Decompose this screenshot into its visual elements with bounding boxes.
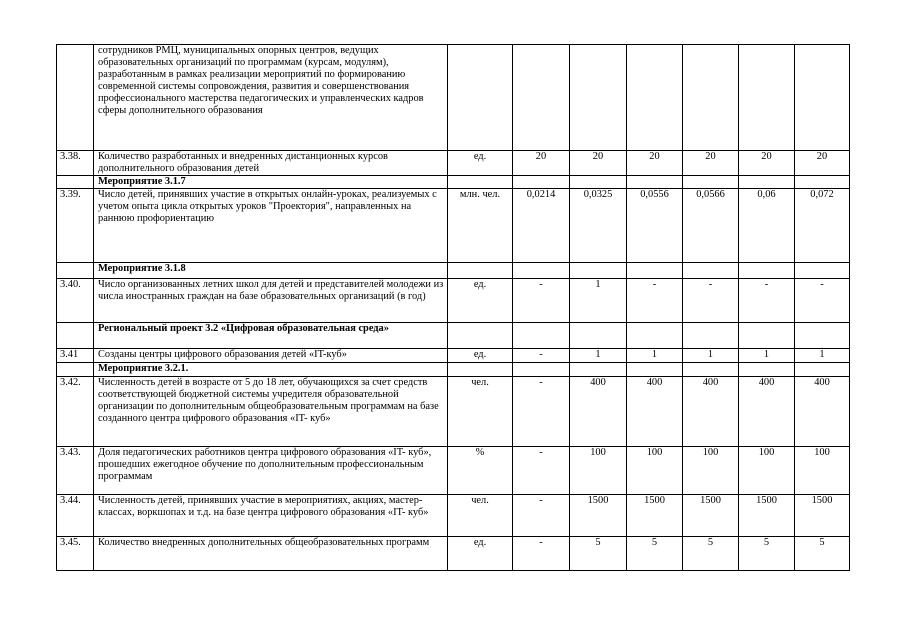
row-number: 3.39. [57, 189, 94, 263]
empty-cell [627, 323, 683, 349]
unit-cell: млн. чел. [448, 189, 513, 263]
empty-cell [448, 176, 513, 189]
indicator-name: Численность детей, принявших участие в мероприятиях, акциях, мастер-классах, воркшопах и т.д. на базе центра цифрового образования «IT- куб» [94, 495, 448, 537]
indicator-name: сотрудников РМЦ, муниципальных опорных центров, ведущих образовательных организаций по программам (курсам, модулям), разработанным в рамках реализации мероприятий по формированию современной системы сопровождения, развития и совершенствования профессионального мастерства педагогических и управленческих кадров сферы дополнительного образования [94, 45, 448, 151]
value-cell: 0,0556 [627, 189, 683, 263]
row-number: 3.41 [57, 349, 94, 363]
value-cell: 20 [570, 151, 627, 176]
value-cell: 100 [795, 447, 850, 495]
value-cell: 1500 [627, 495, 683, 537]
value-cell: 0,06 [739, 189, 795, 263]
value-cell: 400 [627, 377, 683, 447]
empty-cell [513, 263, 570, 279]
empty-cell [448, 323, 513, 349]
value-cell: - [513, 495, 570, 537]
indicator-name: Численность детей в возрасте от 5 до 18 лет, обучающихся за счет средств соответствующей бюджетной системы учредителя образовательной организации по дополнительным общеобразовательным программам на базе созданного центра цифрового образования «IT- куб» [94, 377, 448, 447]
value-cell: 5 [739, 537, 795, 571]
value-cell: 100 [627, 447, 683, 495]
value-cell: - [513, 537, 570, 571]
value-cell: 0,0566 [683, 189, 739, 263]
indicator-name: Число организованных летних школ для детей и представителей молодежи из числа иностранных граждан на базе образовательных организаций (в год) [94, 279, 448, 323]
table-row [57, 377, 850, 447]
value-cell: 400 [683, 377, 739, 447]
empty-cell [683, 176, 739, 189]
value-cell: 100 [570, 447, 627, 495]
table-body [57, 45, 850, 571]
empty-cell [739, 323, 795, 349]
value-cell: - [513, 447, 570, 495]
value-cell: 1500 [739, 495, 795, 537]
empty-cell [795, 363, 850, 377]
empty-cell [627, 363, 683, 377]
section-heading-row [57, 176, 850, 189]
value-cell [795, 45, 850, 151]
row-number: 3.42. [57, 377, 94, 447]
empty-cell [448, 363, 513, 377]
value-cell: - [627, 279, 683, 323]
empty-cell [513, 323, 570, 349]
value-cell: 100 [683, 447, 739, 495]
value-cell: 0,0214 [513, 189, 570, 263]
unit-cell: ед. [448, 349, 513, 363]
value-cell: - [513, 349, 570, 363]
row-number [57, 45, 94, 151]
empty-cell [570, 323, 627, 349]
value-cell: 1500 [683, 495, 739, 537]
value-cell: 1 [795, 349, 850, 363]
empty-cell [683, 323, 739, 349]
section-heading: Мероприятие 3.1.7 [94, 176, 448, 189]
unit-cell: чел. [448, 377, 513, 447]
empty-cell [739, 263, 795, 279]
section-heading: Региональный проект 3.2 «Цифровая образовательная среда» [94, 323, 448, 349]
value-cell: 400 [795, 377, 850, 447]
value-cell [513, 45, 570, 151]
value-cell: 1 [627, 349, 683, 363]
value-cell: 20 [739, 151, 795, 176]
table-row [57, 349, 850, 363]
unit-cell: ед. [448, 537, 513, 571]
section-heading: Мероприятие 3.2.1. [94, 363, 448, 377]
empty-cell [795, 176, 850, 189]
value-cell: - [795, 279, 850, 323]
row-number: 3.44. [57, 495, 94, 537]
value-cell [570, 45, 627, 151]
empty-cell [627, 263, 683, 279]
value-cell: 1 [570, 349, 627, 363]
value-cell: 0,072 [795, 189, 850, 263]
table-row [57, 447, 850, 495]
value-cell: 20 [513, 151, 570, 176]
table-row [57, 279, 850, 323]
value-cell: 5 [795, 537, 850, 571]
value-cell [683, 45, 739, 151]
unit-cell: чел. [448, 495, 513, 537]
empty-cell [795, 323, 850, 349]
indicator-name: Количество разработанных и внедренных дистанционных курсов дополнительного образования детей [94, 151, 448, 176]
value-cell: 20 [795, 151, 850, 176]
empty-cell [683, 263, 739, 279]
row-number-cell [57, 176, 94, 189]
indicators-table [56, 44, 850, 571]
row-number-cell [57, 323, 94, 349]
table-row [57, 151, 850, 176]
value-cell: 1 [570, 279, 627, 323]
value-cell: 1500 [570, 495, 627, 537]
empty-cell [513, 363, 570, 377]
value-cell: 100 [739, 447, 795, 495]
section-heading-row [57, 323, 850, 349]
value-cell: 400 [570, 377, 627, 447]
section-heading-row [57, 263, 850, 279]
empty-cell [570, 263, 627, 279]
unit-cell: ед. [448, 151, 513, 176]
value-cell: - [513, 377, 570, 447]
value-cell: 5 [683, 537, 739, 571]
value-cell: - [739, 279, 795, 323]
section-heading-row [57, 363, 850, 377]
value-cell: 1 [683, 349, 739, 363]
row-number: 3.40. [57, 279, 94, 323]
row-number-cell [57, 263, 94, 279]
value-cell: 20 [683, 151, 739, 176]
table-row [57, 537, 850, 571]
indicator-name: Число детей, принявших участие в открытых онлайн-уроках, реализуемых с учетом опыта цикла открытых уроков "Проектория", направленных на раннюю профориентацию [94, 189, 448, 263]
value-cell: 20 [627, 151, 683, 176]
unit-cell: % [448, 447, 513, 495]
section-heading: Мероприятие 3.1.8 [94, 263, 448, 279]
row-number-cell [57, 363, 94, 377]
indicator-name: Созданы центры цифрового образования детей «IT-куб» [94, 349, 448, 363]
value-cell: - [513, 279, 570, 323]
value-cell [739, 45, 795, 151]
row-number: 3.43. [57, 447, 94, 495]
empty-cell [739, 176, 795, 189]
unit-cell: ед. [448, 279, 513, 323]
table-row [57, 45, 850, 151]
document-page [56, 44, 849, 571]
indicator-name: Доля педагогических работников центра цифрового образования «IT- куб», прошедших ежегодное обучение по дополнительным профессиональным программам [94, 447, 448, 495]
indicator-name: Количество внедренных дополнительных общеобразовательных программ [94, 537, 448, 571]
empty-cell [683, 363, 739, 377]
value-cell: - [683, 279, 739, 323]
table-row [57, 189, 850, 263]
value-cell [627, 45, 683, 151]
value-cell: 1 [739, 349, 795, 363]
empty-cell [627, 176, 683, 189]
value-cell: 5 [627, 537, 683, 571]
row-number: 3.38. [57, 151, 94, 176]
unit-cell [448, 45, 513, 151]
empty-cell [448, 263, 513, 279]
value-cell: 0,0325 [570, 189, 627, 263]
empty-cell [570, 363, 627, 377]
empty-cell [795, 263, 850, 279]
table-row [57, 495, 850, 537]
value-cell: 400 [739, 377, 795, 447]
empty-cell [739, 363, 795, 377]
value-cell: 5 [570, 537, 627, 571]
row-number: 3.45. [57, 537, 94, 571]
empty-cell [513, 176, 570, 189]
empty-cell [570, 176, 627, 189]
value-cell: 1500 [795, 495, 850, 537]
